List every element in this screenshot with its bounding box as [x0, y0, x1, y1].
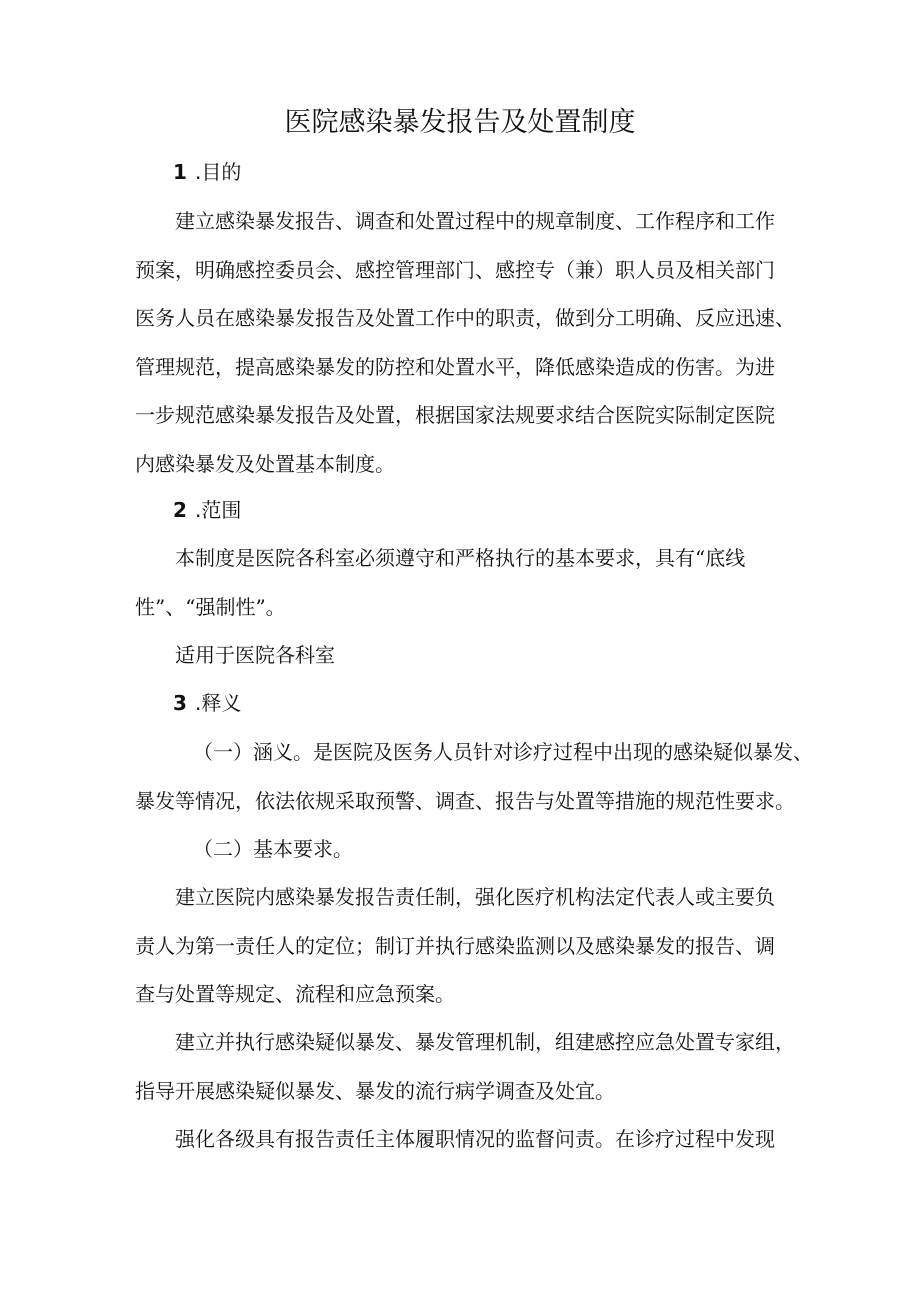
paragraph-line: 医务人员在感染暴发报告及处置工作中的职责，做到分工明确、反应迅速、: [135, 306, 795, 330]
paragraph-line: 责人为第一责任人的定位；制订并执行感染监测以及感染暴发的报告、调: [135, 933, 775, 958]
section-heading-1: [173, 157, 241, 187]
section-title: .范围: [195, 498, 242, 522]
section-heading-2: [173, 495, 241, 525]
section-title: .目的: [195, 160, 242, 184]
paragraph: [135, 534, 795, 631]
paragraph: [135, 1115, 795, 1164]
section-heading-3: [173, 688, 241, 718]
paragraph-line: 建立感染暴发报告、调查和处置过程中的规章制度、工作程序和工作: [175, 209, 775, 233]
document-title: 医院感染暴发报告及处置制度: [284, 107, 636, 138]
paragraph-line: 性”、“强制性”。: [135, 594, 286, 619]
paragraph: [135, 873, 795, 1019]
section-number: 1: [173, 160, 187, 184]
paragraph-line: 一步规范感染暴发报告及处置，根据国家法规要求结合医院实际制定医院: [135, 403, 775, 427]
paragraph-line: 建立并执行感染疑似暴发、暴发管理机制，组建感控应急处置专家组，: [175, 1030, 795, 1054]
paragraph-line: 建立医院内感染暴发报告责任制，强化医疗机构法定代表人或主要负: [175, 885, 775, 909]
paragraph-line: 预案，明确感控委员会、感控管理部门、感控专（兼）职人员及相关部门: [135, 257, 775, 282]
paragraph-line: 指导开展感染疑似暴发、暴发的流行病学调查及处宜。: [135, 1078, 615, 1103]
paragraph-line: 适用于医院各科室: [175, 643, 335, 667]
section-number: 2: [173, 498, 187, 522]
paragraph: [135, 197, 795, 488]
section-number: 3: [173, 691, 187, 715]
paragraph-line: 强化各级具有报告责任主体履职情况的监督问责。在诊疗过程中发现: [175, 1127, 775, 1151]
paragraph: [135, 825, 795, 874]
paragraph: [135, 631, 795, 680]
paragraph-line: 暴发等情况，依法依规采取预警、调查、报告与处置等措施的规范性要求。: [135, 788, 795, 813]
paragraph: [135, 1018, 795, 1115]
paragraph-line: 管理规范，提高感染暴发的防控和处置水平，降低感染造成的伤害。为进: [135, 354, 775, 379]
paragraph-line: （二）基本要求。: [193, 837, 353, 861]
paragraph-line: 内感染暴发及处置基本制度。: [135, 451, 395, 476]
paragraph: [135, 728, 813, 825]
paragraph-line: 本制度是医院各科室必须遵守和严格执行的基本要求，具有“底线: [175, 546, 746, 570]
section-title: .释义: [195, 691, 242, 715]
paragraph-line: （一）涵义。是医院及医务人员针对诊疗过程中出现的感染疑似暴发、: [193, 740, 813, 764]
paragraph-line: 查与处置等规定、流程和应急预案。: [135, 982, 455, 1006]
